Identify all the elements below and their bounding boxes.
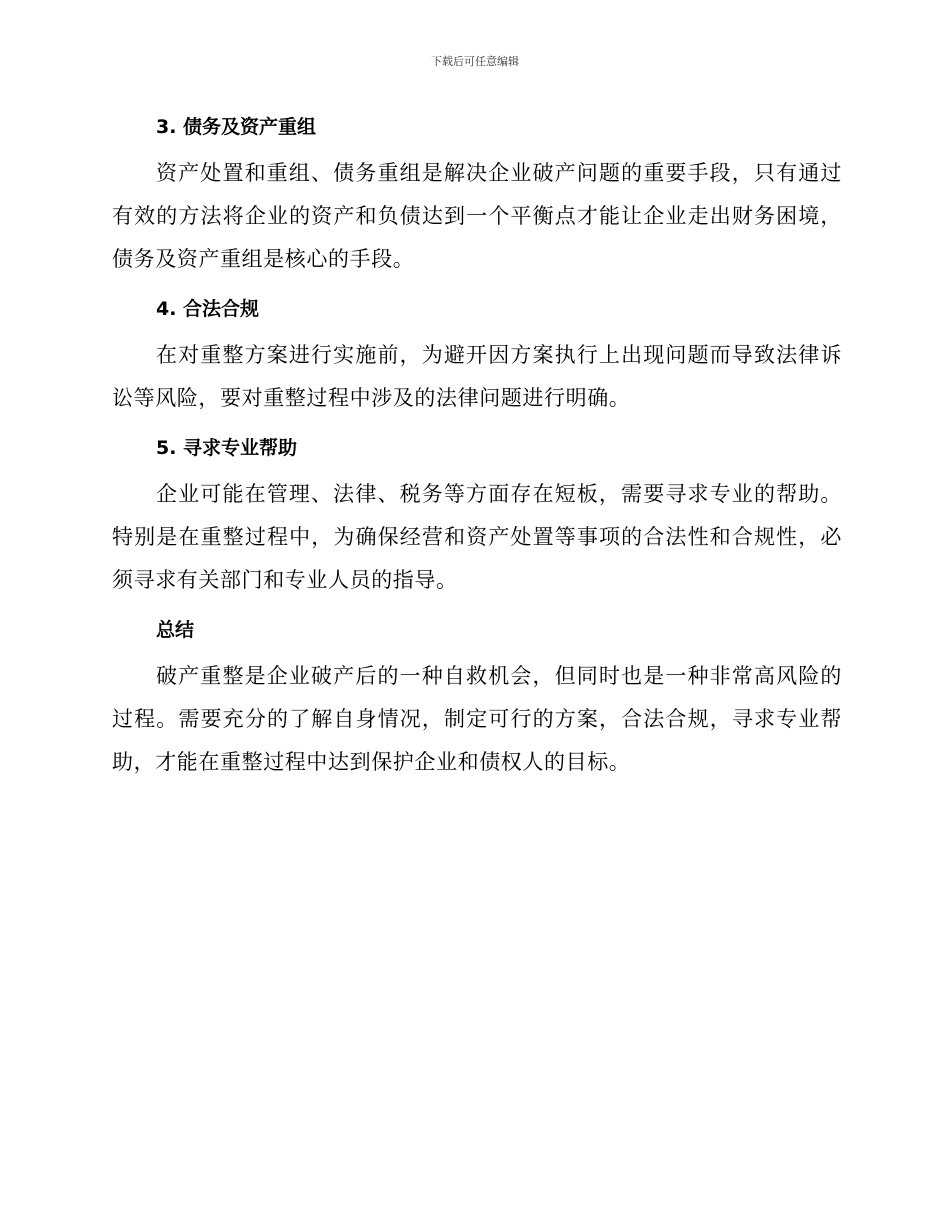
section-heading-legal-compliance: 4. 合法合规 [156, 298, 260, 320]
section-heading-debt-asset-restructuring: 3. 债务及资产重组 [156, 116, 317, 138]
document-body [112, 110, 842, 784]
section-paragraph-legal-compliance: 在对重整方案进行实施前，为避开因方案执行上出现问题而导致法律诉讼等风险，要对重整过程中涉及的法律问题进行明确。 [112, 343, 842, 410]
section-heading-summary: 总结 [156, 619, 195, 641]
section-heading-professional-help: 5. 寻求专业帮助 [156, 437, 298, 459]
section-paragraph-professional-help: 企业可能在管理、法律、税务等方面存在短板，需要寻求专业的帮助。特别是在重整过程中，为确保经营和资产处置等事项的合法性和合规性，必须寻求有关部门和专业人员的指导。 [112, 482, 842, 592]
section-paragraph-debt-asset-restructuring: 资产处置和重组、债务重组是解决企业破产问题的重要手段，只有通过有效的方法将企业的资产和负债达到一个平衡点才能让企业走出财务困境，债务及资产重组是核心的手段。 [112, 161, 842, 271]
section-paragraph-summary: 破产重整是企业破产后的一种自救机会，但同时也是一种非常高风险的过程。需要充分的了解自身情况，制定可行的方案，合法合规，寻求专业帮助，才能在重整过程中达到保护企业和债权人的目标。 [112, 664, 842, 774]
header-note: 下载后可任意编辑 [431, 55, 519, 68]
